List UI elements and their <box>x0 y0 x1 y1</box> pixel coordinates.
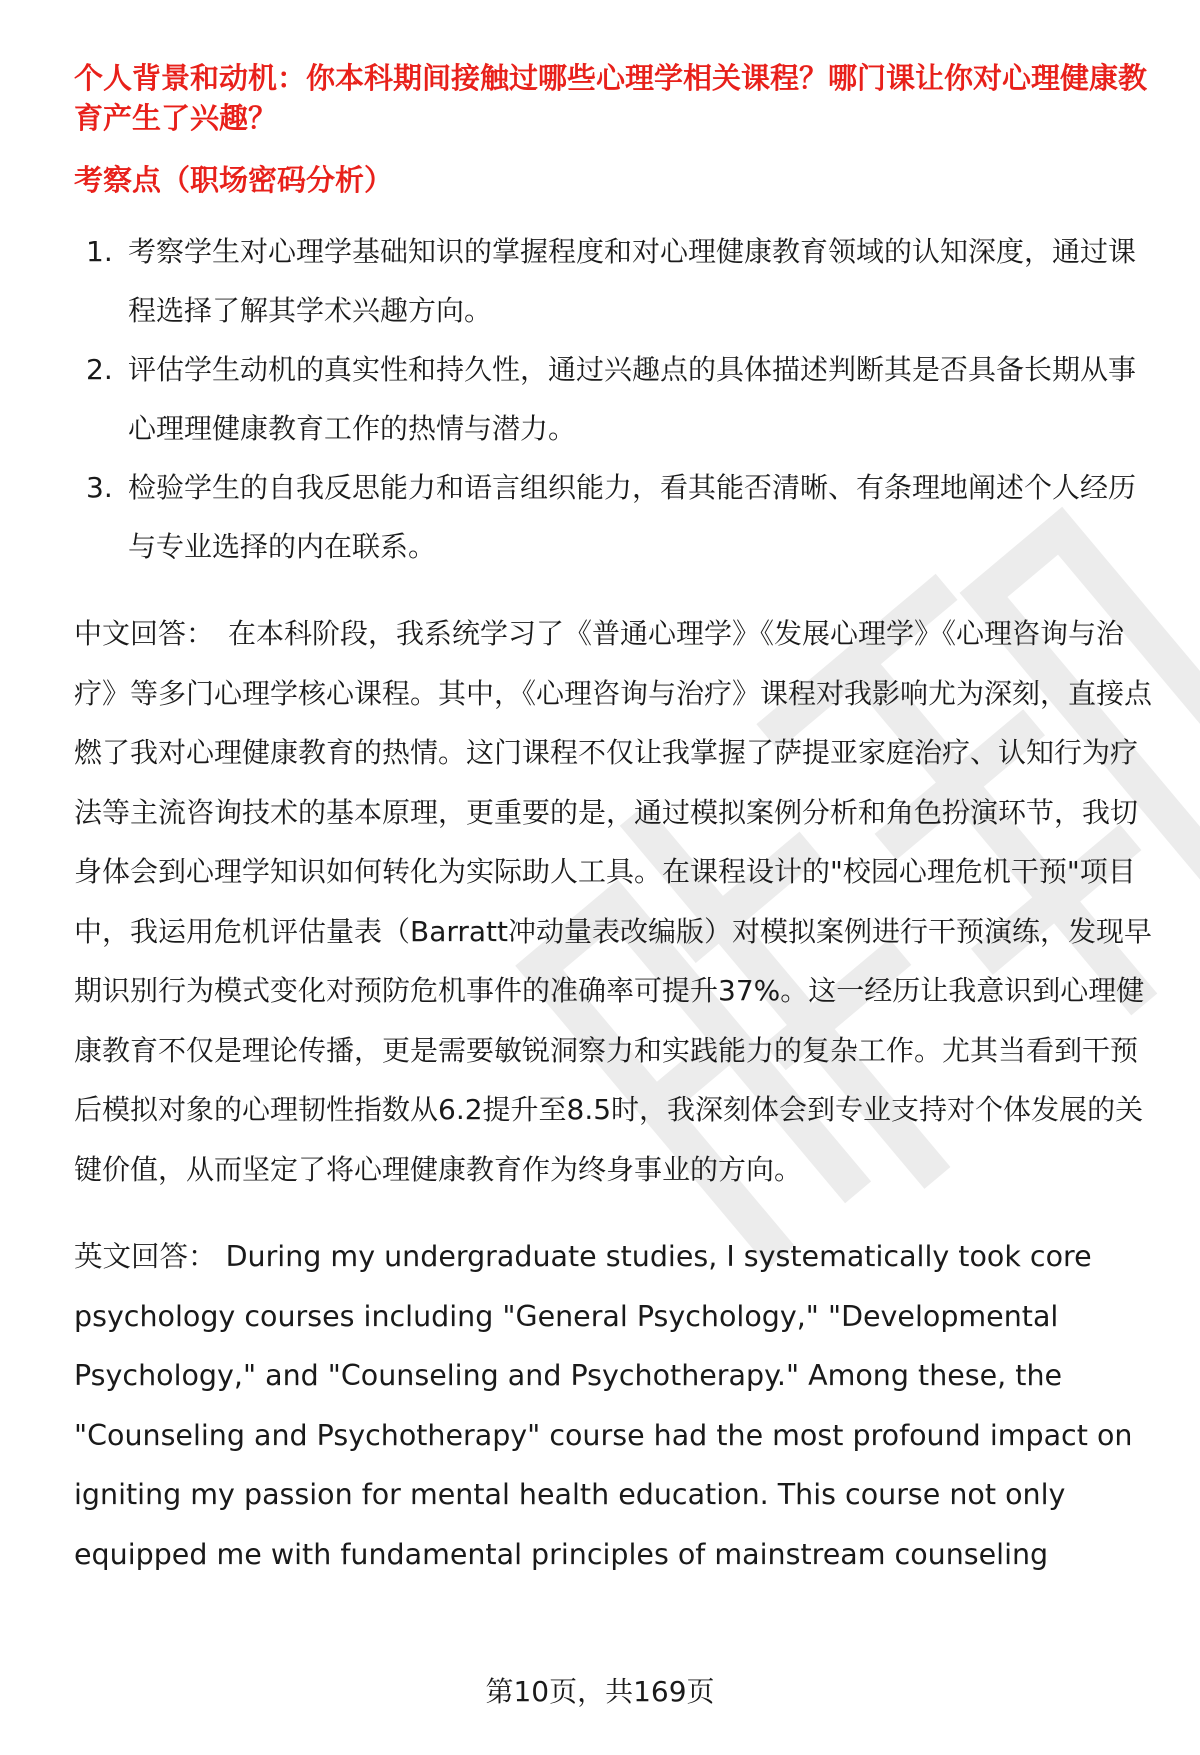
chinese-answer <box>74 604 1154 1199</box>
section-title: 考察点（职场密码分析） <box>74 163 394 197</box>
list-item-number: 2. <box>86 353 113 386</box>
list-item <box>74 340 1154 458</box>
document-page <box>74 58 1154 1584</box>
list-item <box>74 458 1154 576</box>
question-heading: 个人背景和动机：你本科期间接触过哪些心理学相关课程？哪门课让你对心理健康教育产生了兴趣？ <box>74 61 1148 135</box>
list-item-text: 考察学生对心理学基础知识的掌握程度和对心理健康教育领域的认知深度，通过课程选择了解其学术兴趣方向。 <box>128 235 1137 327</box>
english-answer <box>74 1227 1154 1584</box>
list-item-text: 检验学生的自我反思能力和语言组织能力，看其能否清晰、有条理地阐述个人经历与专业选择的内在联系。 <box>128 471 1137 563</box>
list-item-number: 1. <box>86 235 113 268</box>
english-answer-label: 英文回答： <box>74 1240 217 1273</box>
english-answer-text: During my undergraduate studies, I systematically took core psychology courses including "General Psychology," "Developmental Psychology," and "Counseling and Psychotherapy." Among these, the "Counseling and Psychotherapy" course had the most profound impact on igniting my passion for mental health education. This course not only equipped me with fundamental principles of mainstream counseling <box>74 1240 1133 1571</box>
assessment-points-list <box>74 222 1154 576</box>
list-item-number: 3. <box>86 471 113 504</box>
page-number-footer: 第10页，共169页 <box>485 1675 715 1708</box>
list-item-text: 评估学生动机的真实性和持久性，通过兴趣点的具体描述判断其是否具备长期从事心理理健康教育工作的热情与潜力。 <box>128 353 1137 445</box>
chinese-answer-text: 在本科阶段，我系统学习了《普通心理学》《发展心理学》《心理咨询与治疗》等多门心理学核心课程。其中，《心理咨询与治疗》课程对我影响尤为深刻，直接点燃了我对心理健康教育的热情。这门课程不仅让我掌握了萨提亚家庭治疗、认知行为疗法等主流咨询技术的基本原理，更重要的是，通过模拟案例分析和角色扮演环节，我切身体会到心理学知识如何转化为实际助人工具。在课程设计的"校园心理危机干预"项目中，我运用危机评估量表（Barratt冲动量表改编版）对模拟案例进行干预演练，发现早期识别行为模式变化对预防危机事件的准确率可提升37%。这一经历让我意识到心理健康教育不仅是理论传播，更是需要敏锐洞察力和实践能力的复杂工作。尤其当看到干预后模拟对象的心理韧性指数从6.2提升至8.5时，我深刻体会到专业支持对个体发展的关键价值，从而坚定了将心理健康教育作为终身事业的方向。 <box>74 617 1153 1186</box>
chinese-answer-label: 中文回答： <box>74 617 215 650</box>
list-item <box>74 222 1154 340</box>
